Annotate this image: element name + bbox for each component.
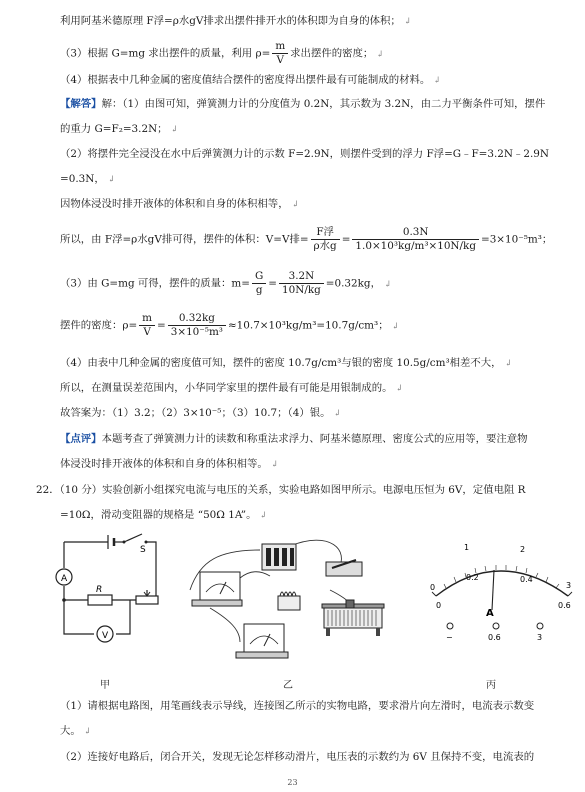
- text-line-9: 所以，由 F浮=ρ水gV排可得，摆件的体积：V=V排= $\frac{\text{F浮}}{\text{ρ水g}}$ = $\frac{0.3N}{\text{1.0×10³kg/m³×10N/kg}}$ =3×10⁻⁵m³；: [60, 226, 553, 252]
- question-22-line-2: =10Ω，滑动变阻器的规格是 “50Ω 1A”。 ↲: [60, 509, 268, 521]
- page-number: 23: [287, 778, 298, 787]
- dial-needle: [492, 570, 494, 610]
- text-line-1: 利用阿基米德原理 F浮=ρ水gV排求出摆件排开水的体积即为自身的体积； ↲: [60, 15, 412, 27]
- apparatus-illustration: [180, 530, 390, 666]
- text-line-6: （2）将摆件完全浸没在水中后弹簧测力计的示数 F=2.9N，则摆件受到的浮力 F浮=G﹣F=3.2N﹣2.9N: [60, 148, 550, 160]
- inner-scale-0-6: 0.6: [558, 601, 571, 610]
- text-line-11: 摆件的密度：ρ= $\frac{m}{V}$ = $\frac{0.32kg}{\text{3×10⁻⁵m³}}$ ≈10.7×10³kg/m³=10.7g/cm³； ↲: [60, 312, 400, 338]
- question-22-part1-line-2: 大。 ↲: [60, 725, 92, 737]
- mass-fraction-1: $\frac{G}{g}$: [252, 270, 266, 297]
- text-line-3: （4）根据表中几种金属的密度值结合摆件的密度得出摆件最有可能制成的材料。 ↲: [60, 74, 441, 86]
- comment-tag: 【点评】: [60, 433, 102, 445]
- battery-pack-icon: [262, 544, 296, 570]
- text-line-2: （3）根据 G=mg 求出摆件的质量，利用 ρ= $\frac{m}{V}$ 求出摆件的密度； ↲: [60, 40, 384, 66]
- figure-jia-caption: 甲: [100, 680, 110, 691]
- switch-label: S: [140, 545, 146, 555]
- text-line-14: 故答案为：（1）3.2；（2）3×10⁻⁵；（3）10.7；（4）银。 ↲: [60, 407, 342, 419]
- inner-scale-0-2: 0.2: [466, 573, 479, 582]
- svg-text:3: 3: [537, 633, 543, 642]
- density-fraction: $\frac{m}{V}$: [272, 40, 288, 67]
- text-line-4: 【解答】解：（1）由图可知，弹簧测力计的分度值为 0.2N，其示数为 3.2N，由二力平衡条件可知，摆件: [60, 98, 546, 110]
- circuit-diagram: [50, 532, 170, 650]
- volume-fraction-1: $\frac{\text{F浮}}{\text{ρ水g}}$: [311, 226, 340, 253]
- resistor-label: R: [96, 585, 103, 595]
- text-line-12: （4）由表中几种金属的密度值可知，摆件的密度 10.7g/cm³与银的密度 10.5g/cm³相差不大， ↲: [60, 357, 513, 369]
- svg-text:−: −: [446, 633, 453, 642]
- knife-switch-icon: [326, 560, 362, 576]
- text-line-16: 体浸没时排开液体的体积和自身的体积相等。 ↲: [60, 458, 279, 470]
- rheostat-icon: [322, 600, 384, 636]
- voltmeter-device-icon: [236, 624, 288, 658]
- outer-scale-2: 2: [520, 545, 526, 554]
- svg-text:0.6: 0.6: [488, 633, 501, 642]
- question-22-line-1: 22．（10 分）实验创新小组探究电流与电压的关系，实验电路如图甲所示。电源电压恒为 6V，定值电阻 R: [36, 484, 526, 496]
- terminal-0-6: [488, 623, 501, 642]
- inner-scale-0-4: 0.4: [520, 575, 533, 584]
- density-fraction-2: $\frac{0.32kg}{\text{3×10⁻⁵m³}}$: [168, 312, 226, 339]
- outer-scale-0: 0: [430, 583, 436, 592]
- text-line-15: 【点评】本题考查了弹簧测力计的读数和称重法求浮力、阿基米德原理、密度公式的应用等，要注意物: [60, 433, 528, 445]
- figure-bing-caption: 丙: [486, 680, 496, 691]
- outer-scale-3: 3: [566, 581, 572, 590]
- answer-tag: 【解答】: [60, 98, 102, 110]
- text-line-13: 所以，在测量误差范围内，小华同学家里的摆件最有可能是用银制成的。 ↲: [60, 382, 404, 394]
- ammeter-device-icon: [192, 572, 242, 606]
- terminal-3: [537, 623, 543, 642]
- text-line-5: 的重力 G=F₂=3.2N； ↲: [60, 123, 179, 135]
- question-22-part1-line-1: （1）请根据电路图，用笔画线表示导线，连接图乙所示的实物电路，要求滑片向左滑时，电流表示数变: [60, 700, 535, 712]
- text-line-10: （3）由 G=mg 可得，摆件的质量：m= $\frac{G}{g}$ = $\frac{3.2N}{10N/kg}$ =0.32kg， ↲: [60, 270, 392, 296]
- meter-symbol: A: [486, 608, 494, 619]
- mass-fraction-2: $\frac{3.2N}{10N/kg}$: [279, 270, 324, 297]
- volume-fraction-2: $\frac{0.3N}{\text{1.0×10³kg/m³×10N/kg}}$: [352, 226, 479, 253]
- dial-ticks: [444, 565, 559, 588]
- figure-yi-caption: 乙: [283, 680, 293, 691]
- voltmeter-symbol: V: [102, 631, 109, 641]
- outer-scale-1: 1: [464, 543, 470, 552]
- terminal-negative: [446, 623, 453, 642]
- density-fraction-1: $\frac{m}{V}$: [139, 312, 155, 339]
- inner-scale-0: 0: [436, 601, 442, 610]
- question-22-part2-line-1: （2）连接好电路后，闭合开关，发现无论怎样移动滑片，电压表的示数约为 6V 且保持不变，电流表的: [60, 751, 535, 763]
- resistor-coil-icon: [278, 592, 300, 610]
- ammeter-symbol: A: [61, 574, 68, 584]
- text-line-8: 因物体浸没时排开液体的体积和自身的体积相等， ↲: [60, 198, 300, 210]
- text-line-7: =0.3N， ↲: [60, 173, 116, 185]
- ammeter-dial: [420, 536, 580, 666]
